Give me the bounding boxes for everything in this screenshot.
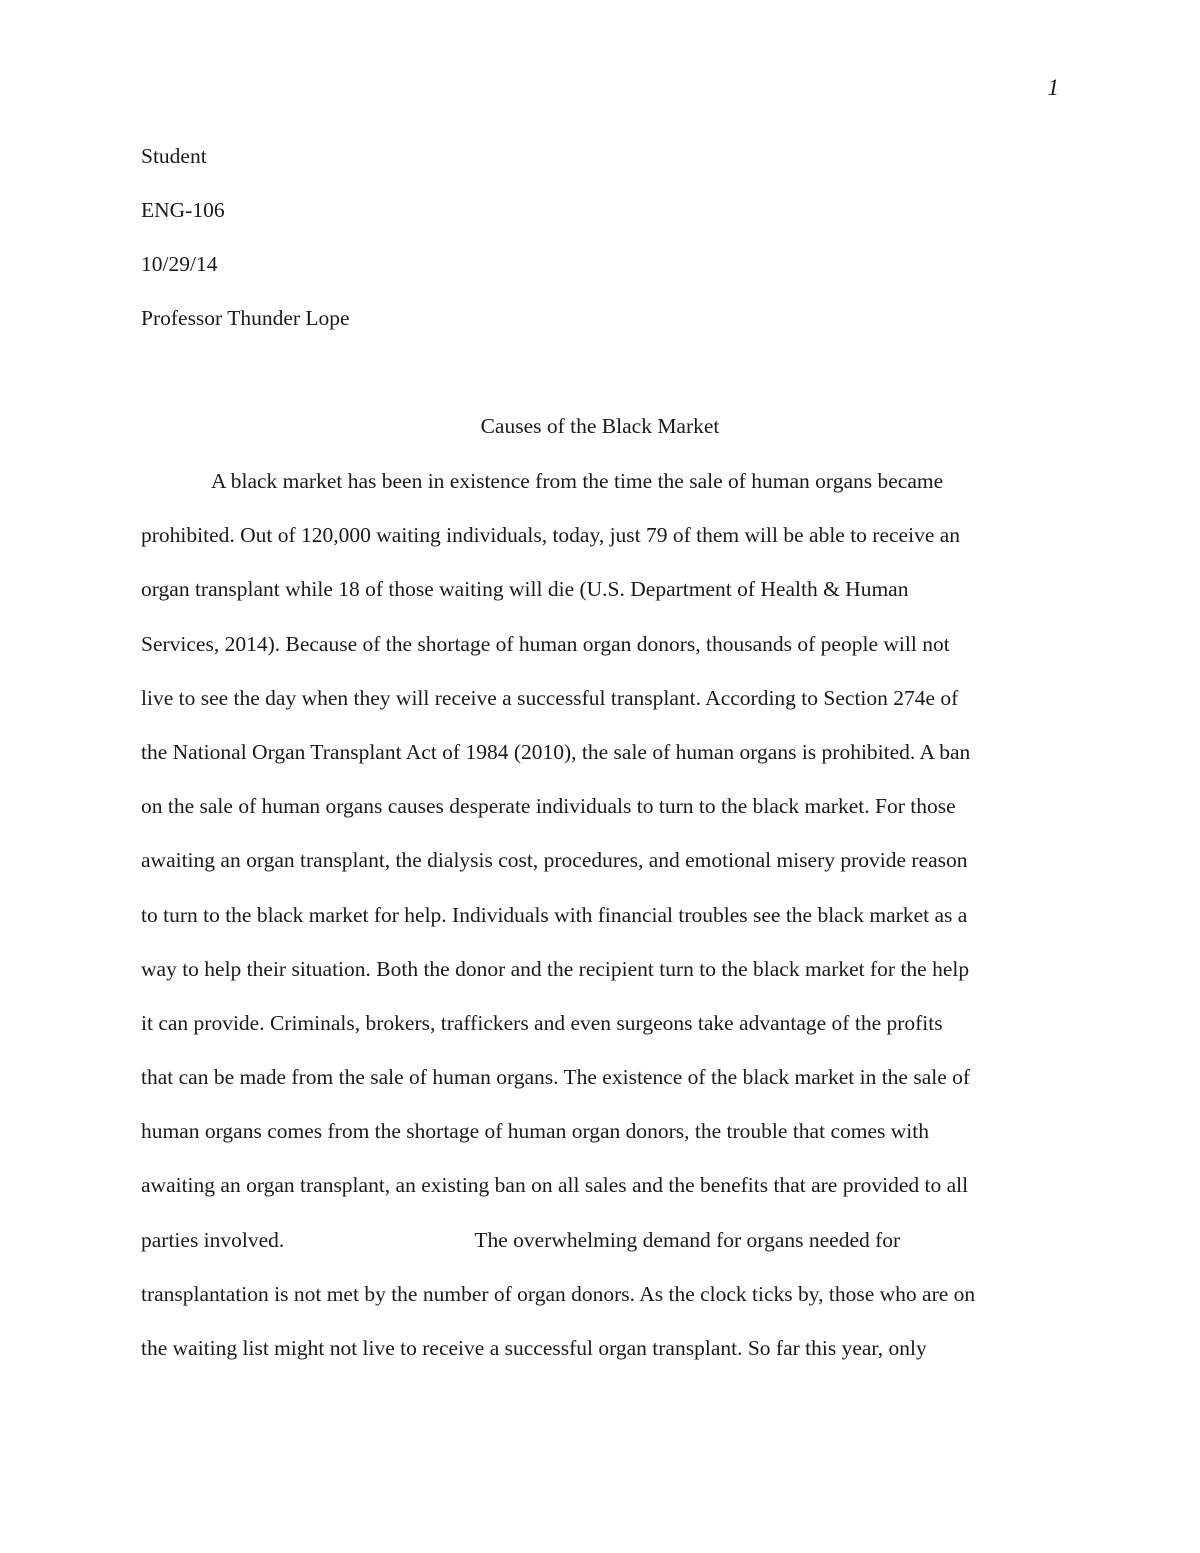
body-line: transplantation is not met by the number of organ donors. As the clock ticks by, those who are on [141, 1281, 976, 1306]
body-line: prohibited. Out of 120,000 waiting individuals, today, just 79 of them will be able to receive an [141, 523, 961, 548]
body-line: awaiting an organ transplant, an existing ban on all sales and the benefits that are provided to all [141, 1173, 969, 1198]
body-line: Services, 2014). Because of the shortage of human organ donors, thousands of people will not [141, 631, 950, 656]
professor-name: Professor Thunder Lope [141, 306, 350, 330]
student-name: Student [141, 144, 207, 168]
body-line: human organs comes from the shortage of human organ donors, the trouble that comes with [141, 1119, 929, 1144]
essay-title: Causes of the Black Market [480, 414, 720, 438]
header-block [141, 141, 1059, 357]
body-line: to turn to the black market for help. Individuals with financial troubles see the black market as a [141, 902, 968, 927]
paragraph-end-text: parties involved. [141, 1227, 285, 1252]
body-line: A black market has been in existence from the time the sale of human organs became [211, 469, 944, 493]
body-line: that can be made from the sale of human organs. The existence of the black market in the sale of [141, 1065, 971, 1090]
body-line: the waiting list might not live to receive a successful organ transplant. So far this year, only [141, 1336, 927, 1360]
body-line: organ transplant while 18 of those waiting will die (U.S. Department of Health & Human [141, 577, 909, 602]
body-line: on the sale of human organs causes desperate individuals to turn to the black market. For those [141, 794, 956, 819]
essay-body [141, 466, 1059, 1387]
body-line: live to see the day when they will receive a successful transplant. According to Section 274e of [141, 685, 959, 710]
paragraph-start-text: The overwhelming demand for organs needed for [474, 1227, 901, 1252]
body-line: it can provide. Criminals, brokers, traffickers and even surgeons take advantage of the profits [141, 1010, 943, 1035]
course-code: ENG-106 [141, 198, 225, 222]
page-number: 1 [1047, 75, 1059, 100]
body-line: way to help their situation. Both the donor and the recipient turn to the black market for the help [141, 956, 970, 981]
body-line-split [141, 1225, 1059, 1279]
body-line: the National Organ Transplant Act of 1984 (2010), the sale of human organs is prohibited. A ban [141, 739, 971, 764]
body-line: awaiting an organ transplant, the dialysis cost, procedures, and emotional misery provide reason [141, 848, 968, 873]
date-line: 10/29/14 [141, 252, 218, 276]
